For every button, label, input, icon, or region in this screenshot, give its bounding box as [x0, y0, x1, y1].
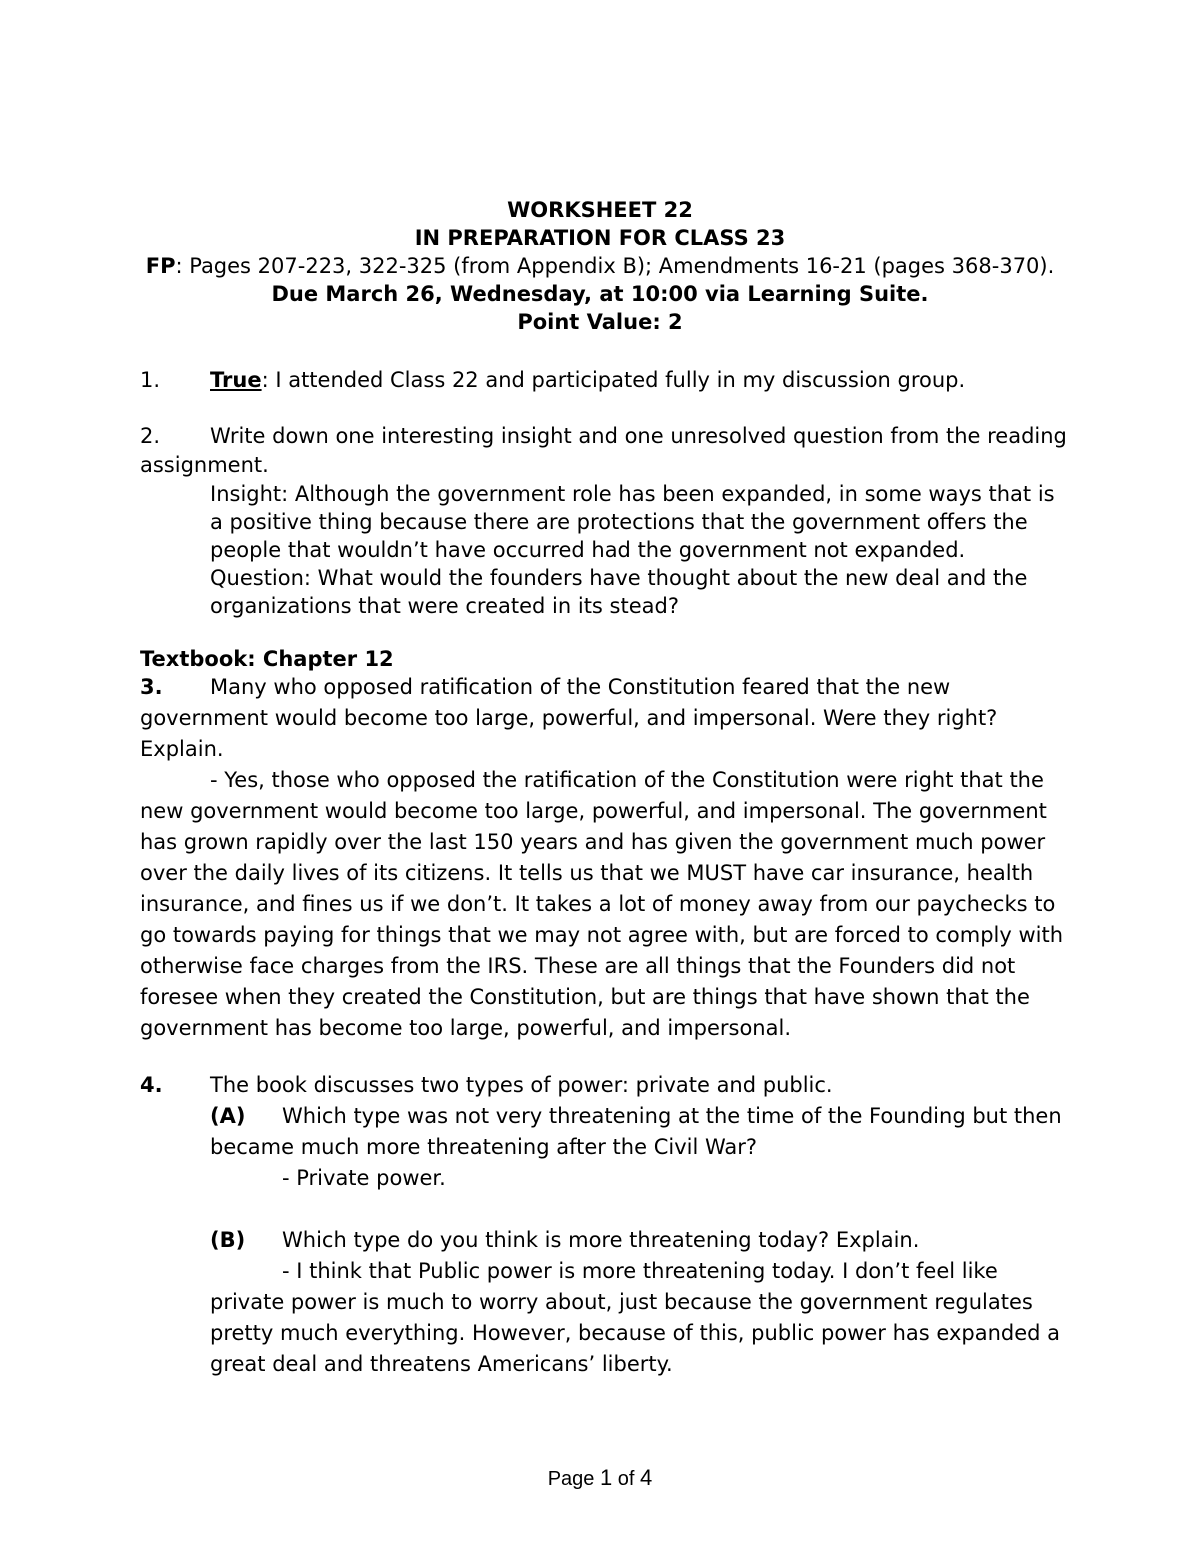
answer-line: go towards paying for things that we may not agree with, but are forced to comply with	[140, 923, 1064, 947]
question-prompt-cont: government would become too large, powerful, and impersonal. Were they right?	[140, 706, 998, 730]
question-1	[140, 366, 1070, 395]
question-4	[140, 1070, 1070, 1380]
worksheet-header	[0, 196, 1200, 336]
answer-line: private power is much to worry about, just because the government regulates	[210, 1290, 1033, 1314]
question-answer	[140, 765, 1070, 1044]
question-number: 2.	[140, 424, 161, 448]
question-number: 3.	[140, 675, 163, 699]
answer-line: a positive thing because there are protections that the government offers the	[210, 510, 1028, 534]
answer-line: government has become too large, powerful, and impersonal.	[140, 1016, 791, 1040]
question-prompt: The book discusses two types of power: private and public.	[210, 1073, 833, 1097]
sub-question-prompt: Which type do you think is more threatening today? Explain.	[282, 1228, 920, 1252]
answer-line: people that wouldn’t have occurred had the government not expanded.	[210, 538, 966, 562]
sub-question-b	[140, 1225, 1070, 1380]
answer-line: great deal and threatens Americans’ liberty.	[210, 1352, 673, 1376]
question-prompt-cont: assignment.	[140, 453, 269, 477]
question-answer	[140, 480, 1070, 620]
sub-question-label: (B)	[210, 1228, 246, 1252]
section-heading: Textbook: Chapter 12	[140, 647, 394, 671]
question-2	[140, 422, 1070, 620]
answer-line: insurance, and fines us if we don’t. It takes a lot of money away from our paychecks to	[140, 892, 1056, 916]
page-total: 4	[640, 1465, 653, 1490]
answer-line: pretty much everything. However, because of this, public power has expanded a	[210, 1321, 1060, 1345]
question-prompt-cont: Explain.	[140, 737, 224, 761]
answer-line: foresee when they created the Constitution, but are things that have shown that the	[140, 985, 1030, 1009]
question-prompt: Many who opposed ratification of the Constitution feared that the new	[210, 675, 951, 699]
due-date: Due March 26, Wednesday, at 10:00 via Learning Suite.	[271, 282, 929, 306]
answer-line: has grown rapidly over the last 150 years and has given the government much power	[140, 830, 1046, 854]
sub-question-prompt-cont: became much more threatening after the Civil War?	[210, 1135, 758, 1159]
answer-label: True	[210, 368, 262, 392]
answer-line: over the daily lives of its citizens. It tells us that we MUST have car insurance, health	[140, 861, 1034, 885]
sub-question-label: (A)	[210, 1104, 246, 1128]
answer-line: new government would become too large, powerful, and impersonal. The government	[140, 799, 1047, 823]
reading-label: FP	[145, 254, 176, 278]
reading-assignment	[0, 252, 1200, 280]
question-text: : I attended Class 22 and participated fully in my discussion group.	[261, 368, 966, 392]
answer-line: otherwise face charges from the IRS. These are all things that the Founders did not	[140, 954, 1016, 978]
page-word: Page	[547, 1468, 595, 1490]
question-number: 4.	[140, 1073, 163, 1097]
worksheet-subtitle: IN PREPARATION FOR CLASS 23	[414, 226, 786, 250]
answer-line: Question: What would the founders have thought about the new deal and the	[210, 566, 1028, 590]
answer-line: organizations that were created in its stead?	[210, 594, 679, 618]
point-value: Point Value: 2	[517, 310, 683, 334]
sub-question-prompt: Which type was not very threatening at the time of the Founding but then	[282, 1104, 1062, 1128]
of-word: of	[617, 1468, 635, 1490]
sub-question-a	[140, 1101, 1070, 1194]
question-number: 1.	[140, 368, 161, 392]
sub-question-answer: - Private power.	[282, 1166, 446, 1190]
page-footer	[0, 1463, 1200, 1494]
answer-line: - I think that Public power is more threatening today. I don’t feel like	[282, 1259, 998, 1283]
page-current: 1	[599, 1465, 613, 1490]
answer-line: Insight: Although the government role has been expanded, in some ways that is	[210, 482, 1055, 506]
answer-line: - Yes, those who opposed the ratification of the Constitution were right that the	[210, 768, 1044, 792]
reading-text: : Pages 207-223, 322-325 (from Appendix B); Amendments 16-21 (pages 368-370).	[175, 254, 1055, 278]
question-3	[140, 672, 1070, 1044]
worksheet-title: WORKSHEET 22	[507, 198, 693, 222]
question-prompt: Write down one interesting insight and one unresolved question from the reading	[210, 424, 1067, 448]
